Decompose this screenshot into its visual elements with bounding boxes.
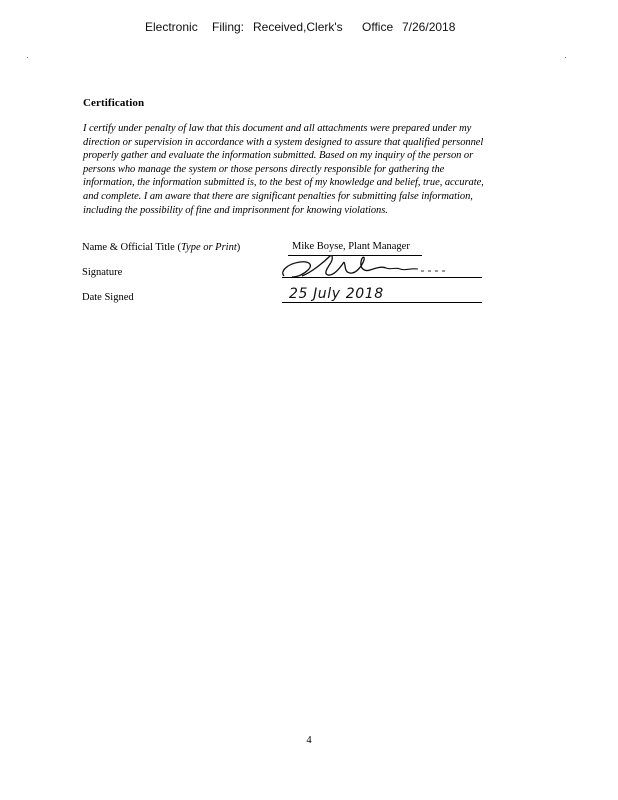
name-title-label-prefix: Name & Official Title ( <box>82 242 181 253</box>
header-electronic: Electronic <box>145 20 198 34</box>
certification-line: direction or supervision in accordance with a system designed to assure that qualified personnel <box>83 136 484 148</box>
date-underline <box>282 302 482 303</box>
name-title-label <box>82 242 240 253</box>
page-number: 4 <box>306 735 312 746</box>
signature-underline <box>282 277 482 278</box>
header-office: Office <box>362 20 394 34</box>
certification-line: information, the information submitted is, to the best of my knowledge and belief, true, accurate, <box>83 177 484 189</box>
signature-label: Signature <box>82 267 123 278</box>
name-title-value: Mike Boyse, Plant Manager <box>292 241 410 252</box>
handwritten-date-text: 25 July 2018 <box>289 286 384 302</box>
header-filing: Filing: <box>212 20 245 34</box>
certification-line: persons who manage the system or those persons directly responsible for gathering the <box>83 163 445 175</box>
certification-line: properly gather and evaluate the information submitted. Based on my inquiry of the person or <box>83 150 474 162</box>
header-date: 7/26/2018 <box>402 20 456 34</box>
certification-heading: Certification <box>83 97 145 109</box>
certification-line: and complete. I am aware that there are significant penalties for submitting false information, <box>83 190 473 202</box>
scan-speck <box>27 57 28 58</box>
certification-line: I certify under penalty of law that this document and all attachments were prepared under my <box>83 123 472 134</box>
name-title-label-suffix: ) <box>236 242 241 253</box>
header-received: Received,Clerk's <box>253 20 343 34</box>
name-title-label-italic: Type or Print <box>180 242 237 253</box>
scan-speck <box>565 57 566 58</box>
certification-text <box>83 122 533 217</box>
date-signed-label: Date Signed <box>82 292 134 303</box>
certification-line: including the possibility of fine and imprisonment for knowing violations. <box>83 204 388 216</box>
